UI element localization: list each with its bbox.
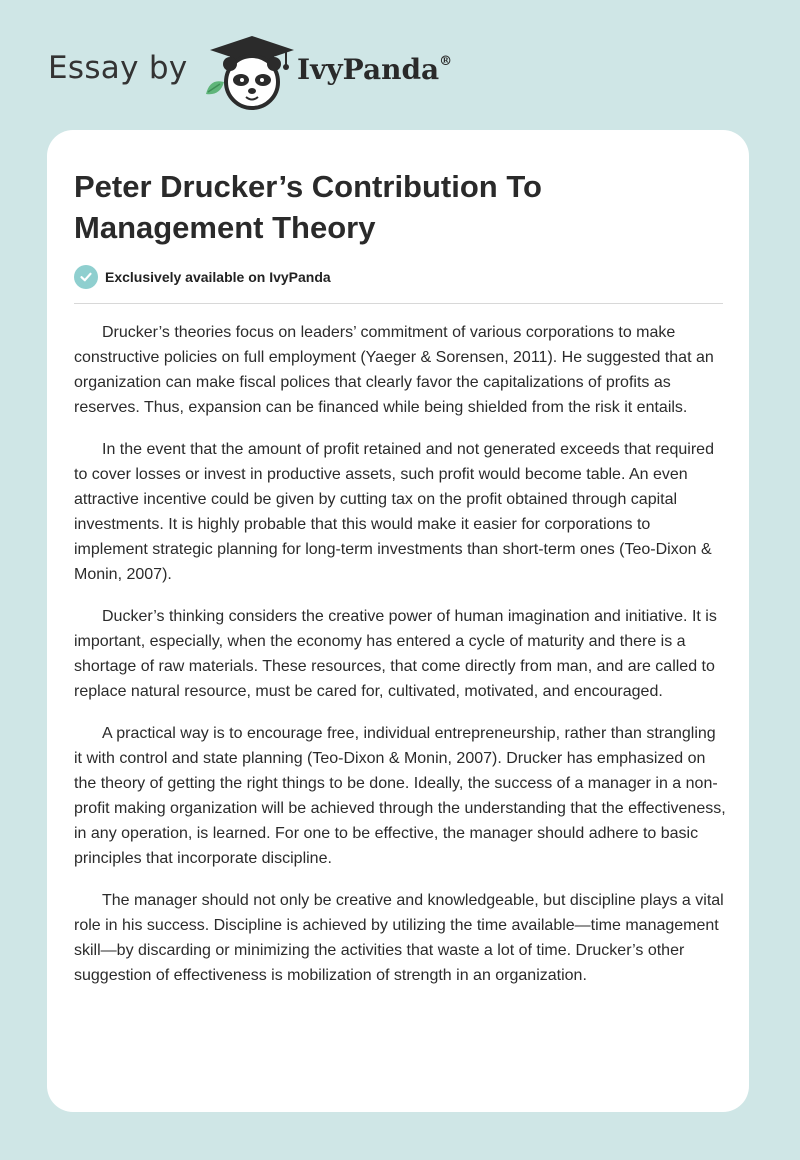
essay-card	[47, 130, 749, 1112]
check-icon	[74, 265, 98, 289]
essay-body	[74, 320, 726, 1005]
site-header	[0, 0, 800, 130]
essay-by-label: Essay by	[48, 50, 188, 86]
page-title: Peter Drucker’s Contribution To Management Theory	[74, 169, 542, 245]
exclusive-badge	[74, 264, 331, 290]
registered-mark: ®	[439, 53, 453, 69]
divider	[74, 303, 723, 304]
brand-text: IvyPanda	[297, 53, 440, 86]
panda-logo-icon[interactable]	[200, 32, 300, 112]
brand-name[interactable]	[297, 53, 452, 86]
paragraph: The manager should not only be creative and knowledgeable, but discipline plays a vital role in his success. Discipline is achieved by utilizing the time available—time management skill—by discarding or minimizing the activities that waste a lot of time. Drucker’s other suggestion of effectiveness is mobilization of strength in an organization.	[74, 892, 724, 984]
paragraph: Drucker’s theories focus on leaders’ commitment of various corporations to make constructive policies on full employment (Yaeger & Sorensen, 2011). He suggested that an organization can make fiscal polices that clearly favor the capitalizations of profits as reserves. Thus, expansion can be financed while being shielded from the risk it entails.	[74, 324, 714, 416]
paragraph: In the event that the amount of profit retained and not generated exceeds that required to cover losses or invest in productive assets, such profit would become table. An even attractive incentive could be given by cutting tax on the profit obtained through capital investments. It is highly probable that this would make it easier for corporations to implement strategic planning for long-term investments than short-term ones (Teo-Dixon & Monin, 2007).	[74, 441, 714, 583]
paragraph: Ducker’s thinking considers the creative power of human imagination and initiative. It is important, especially, when the economy has entered a cycle of maturity and there is a shortage of raw materials. These resources, that come directly from man, and are called to replace natural resource, must be cared for, cultivated, motivated, and encouraged.	[74, 608, 717, 700]
exclusive-badge-label: Exclusively available on IvyPanda	[105, 269, 331, 285]
paragraph: A practical way is to encourage free, individual entrepreneurship, rather than strangling it with control and state planning (Teo-Dixon & Monin, 2007). Drucker has emphasized on the theory of getting the right things to be done. Ideally, the success of a manager in a non-profit making organization will be achieved through the understanding that the effectiveness, in any operation, is learned. For one to be effective, the manager should adhere to basic principles that incorporate discipline.	[74, 725, 726, 867]
